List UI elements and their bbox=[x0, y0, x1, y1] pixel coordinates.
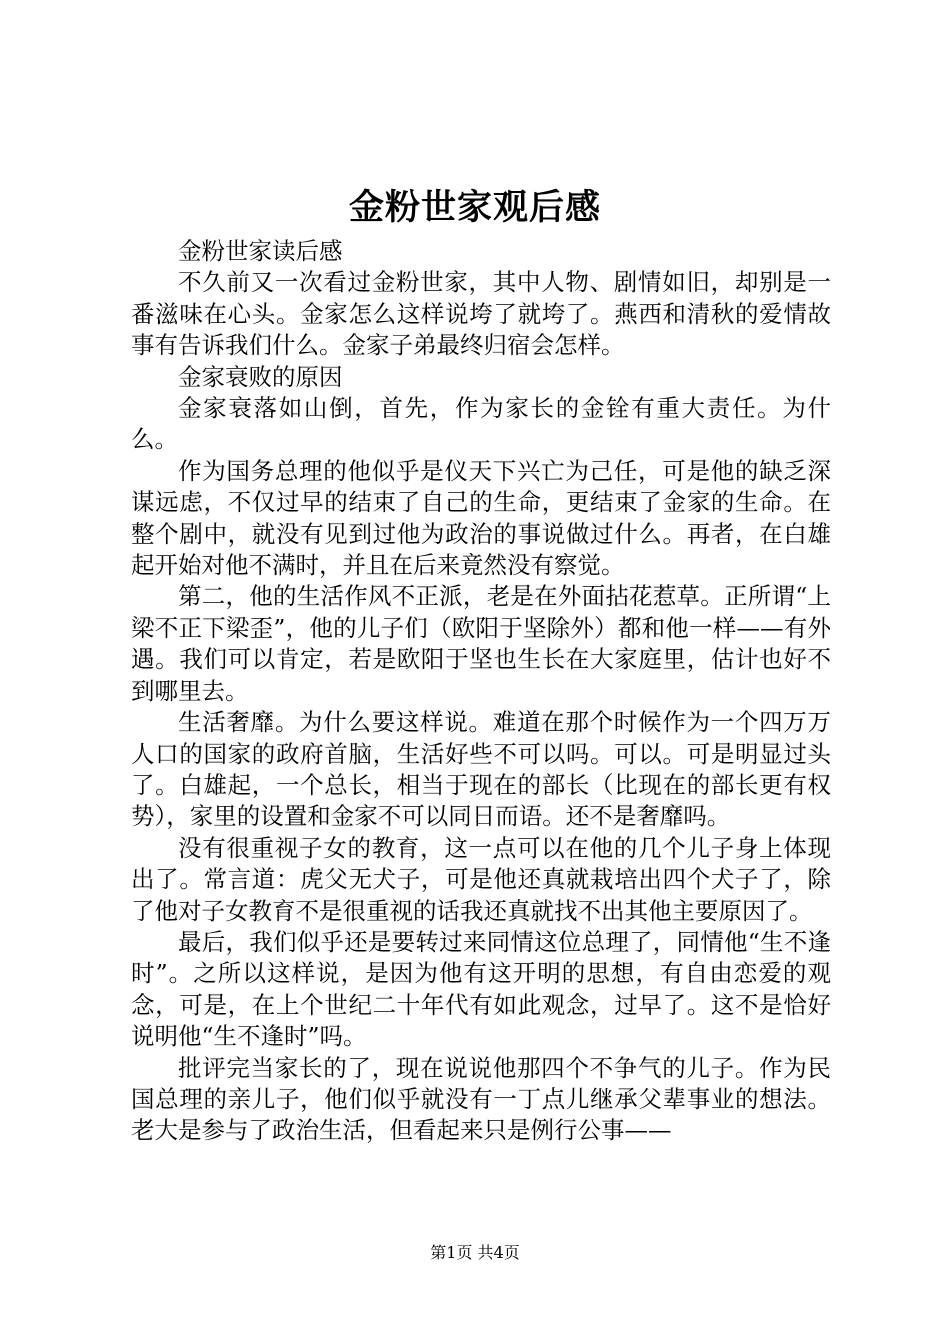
paragraph: 批评完当家长的了，现在说说他那四个不争气的儿子。作为民国总理的亲儿子，他们似乎就没有一丁点儿继承父辈事业的想法。老大是参与了政治生活，但看起来只是例行公事—— bbox=[131, 1053, 831, 1145]
document-body bbox=[131, 236, 831, 1147]
page-footer: 第1页 共4页 bbox=[430, 1243, 520, 1262]
paragraph: 生活奢靡。为什么要这样说。难道在那个时候作为一个四万万人口的国家的政府首脑，生活好些不可以吗。可以。可是明显过头了。白雄起，一个总长，相当于现在的部长（比现在的部长更有权势），家里的设置和金家不可以同日而语。还不是奢靡吗。 bbox=[131, 708, 831, 831]
paragraph: 不久前又一次看过金粉世家，其中人物、剧情如旧，却别是一番滋味在心头。金家怎么这样说垮了就垮了。燕西和清秋的爱情故事有告诉我们什么。金家子弟最终归宿会怎样。 bbox=[131, 268, 831, 360]
paragraph: 第二，他的生活作风不正派，老是在外面拈花惹草。正所谓“上梁不正下梁歪”，他的儿子们（欧阳于坚除外）都和他一样——有外遇。我们可以肯定，若是欧阳于坚也生长在大家庭里，估计也好不到哪里去。 bbox=[131, 582, 831, 705]
paragraph: 最后，我们似乎还是要转过来同情这位总理了，同情他“生不逢时”。之所以这样说，是因为他有这开明的思想，有自由恋爱的观念，可是，在上个世纪二十年代有如此观念，过早了。这不是恰好说明他“生不逢时”吗。 bbox=[131, 927, 831, 1051]
paragraph: 没有很重视子女的教育，这一点可以在他的几个儿子身上体现出了。常言道：虎父无犬子，可是他还真就栽培出四个犬子了，除了他对子女教育不是很重视的话我还真就找不出其他主要原因了。 bbox=[131, 833, 831, 925]
paragraph: 金粉世家读后感 bbox=[178, 237, 343, 265]
document-title: 金粉世家观后感 bbox=[348, 187, 601, 228]
paragraph: 金家衰败的原因 bbox=[178, 362, 343, 391]
paragraph: 作为国务总理的他似乎是仪天下兴亡为己任，可是他的缺乏深谋远虑，不仅过早的结束了自己的生命，更结束了金家的生命。在整个剧中，就没有见到过他为政治的事说做过什么。再者，在白雄起开始对他不满时，并且在后来竟然没有察觉。 bbox=[131, 456, 831, 580]
paragraph: 金家衰落如山倒，首先，作为家长的金铨有重大责任。为什么。 bbox=[131, 394, 831, 454]
